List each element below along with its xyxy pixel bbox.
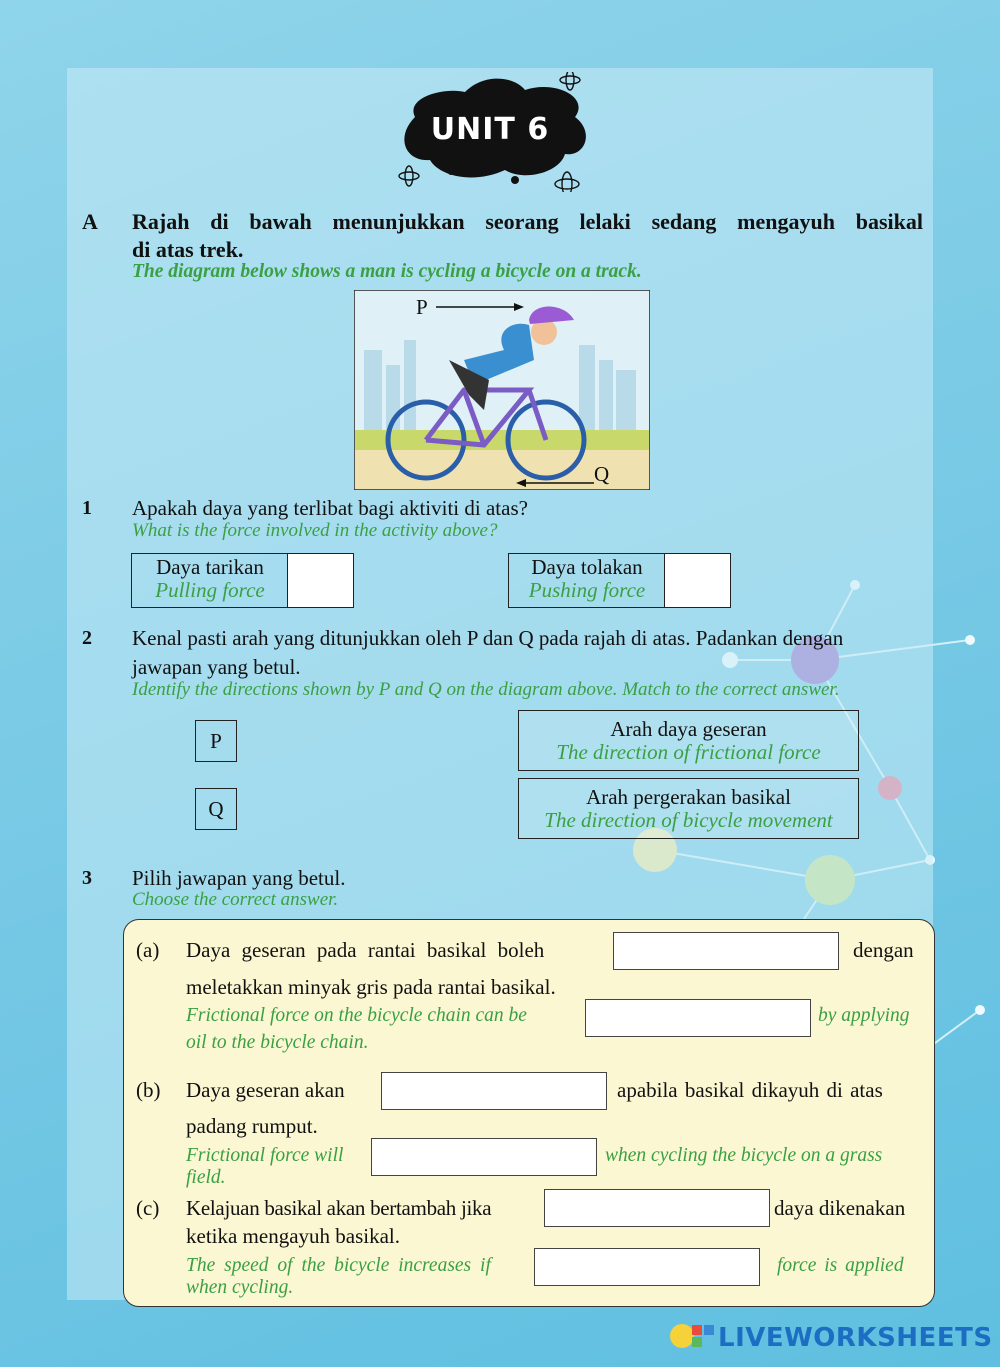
diagram-label-q: Q (594, 462, 610, 486)
liveworksheets-logo-icon (668, 1320, 718, 1354)
q3c-en-1a: The speed of the bicycle increases if (186, 1255, 491, 1276)
q3b-ms-1b: apabila basikal dikayuh di atas (617, 1078, 883, 1102)
q2-match-p[interactable]: P (195, 720, 237, 762)
q1-text-en: What is the force involved in the activity above? (132, 520, 498, 541)
q2-match-movement[interactable] (518, 778, 859, 839)
section-text-en: The diagram below shows a man is cycling a bicycle on a track. (132, 261, 642, 282)
q2-match-friction[interactable] (518, 710, 859, 771)
q1-option-en: Pulling force (155, 578, 265, 602)
q3a-ms-2: meletakkan minyak gris pada rantai basikal. (186, 975, 556, 999)
q3c-en-2: when cycling. (186, 1277, 294, 1298)
q3a-en-1b: by applying (818, 1005, 910, 1026)
q3c-ms-1a: Kelajuan basikal akan bertambah jika (186, 1196, 492, 1220)
q1-number: 1 (82, 497, 92, 519)
cyclist-diagram (354, 290, 650, 490)
q1-option-checkbox[interactable] (287, 554, 353, 607)
unit-title: UNIT 6 (430, 112, 550, 147)
q1-option-ms: Daya tarikan (156, 555, 264, 579)
q2-match-en: The direction of frictional force (556, 740, 821, 764)
section-text-ms-2: di atas trek. (132, 237, 244, 262)
liveworksheets-logo-text: LIVEWORKSHEETS (718, 1323, 993, 1353)
q2-match-en: The direction of bicycle movement (544, 808, 833, 832)
q3b-label: (b) (136, 1078, 161, 1102)
section-text-ms-1: Rajah di bawah menunjukkan seorang lelaki sedang mengayuh basikal (132, 209, 923, 234)
section-letter: A (82, 209, 98, 234)
q3a-answer-input-en[interactable] (585, 999, 811, 1037)
q3a-ms-1b: dengan (853, 938, 914, 962)
q2-match-ms: Arah pergerakan basikal (586, 785, 791, 809)
q3b-ms-1a: Daya geseran akan (186, 1078, 345, 1102)
q2-text-en: Identify the directions shown by P and Q on the diagram above. Match to the correct answer. (132, 679, 840, 700)
q1-option-label (132, 556, 288, 602)
q3c-label: (c) (136, 1196, 160, 1220)
q1-option-en: Pushing force (528, 578, 646, 602)
q3c-ms-2: ketika mengayuh basikal. (186, 1224, 401, 1248)
q3c-ms-1b: daya dikenakan (774, 1196, 906, 1220)
q3a-en-1a: Frictional force on the bicycle chain can be (186, 1005, 527, 1026)
q3-text-en: Choose the correct answer. (132, 889, 339, 910)
q2-number: 2 (82, 627, 92, 649)
diagram-label-p: P (416, 295, 428, 319)
q1-option-pushing (508, 553, 731, 608)
q3b-en-1a: Frictional force will (186, 1145, 344, 1166)
q3b-answer-input-ms[interactable] (381, 1072, 607, 1110)
q3c-answer-input-en[interactable] (534, 1248, 760, 1286)
q3b-answer-input-en[interactable] (371, 1138, 597, 1176)
q1-option-ms: Daya tolakan (531, 555, 643, 579)
q3b-en-1b: when cycling the bicycle on a grass (605, 1145, 883, 1166)
q3c-answer-input-ms[interactable] (544, 1189, 770, 1227)
q3c-en-1b: force is applied (777, 1255, 904, 1276)
q3-text-ms: Pilih jawapan yang betul. (132, 866, 346, 890)
q1-option-pulling (131, 553, 354, 608)
q3a-ms-1a: Daya geseran pada rantai basikal boleh (186, 938, 545, 962)
q2-match-ms: Arah daya geseran (610, 717, 767, 741)
q3b-ms-2: padang rumput. (186, 1114, 318, 1138)
q3a-answer-input-ms[interactable] (613, 932, 839, 970)
q3a-en-2: oil to the bicycle chain. (186, 1032, 369, 1053)
q2-match-q[interactable]: Q (195, 788, 237, 830)
q1-option-checkbox[interactable] (664, 554, 730, 607)
q3b-en-2: field. (186, 1167, 226, 1188)
q1-option-label (509, 556, 665, 602)
q1-text-ms: Apakah daya yang terlibat bagi aktiviti di atas? (132, 496, 528, 520)
q2-text-ms-1: Kenal pasti arah yang ditunjukkan oleh P dan Q pada rajah di atas. Padankan dengan (132, 626, 844, 650)
q3-number: 3 (82, 867, 92, 889)
q2-text-ms-2: jawapan yang betul. (132, 655, 301, 679)
q3a-label: (a) (136, 938, 160, 962)
